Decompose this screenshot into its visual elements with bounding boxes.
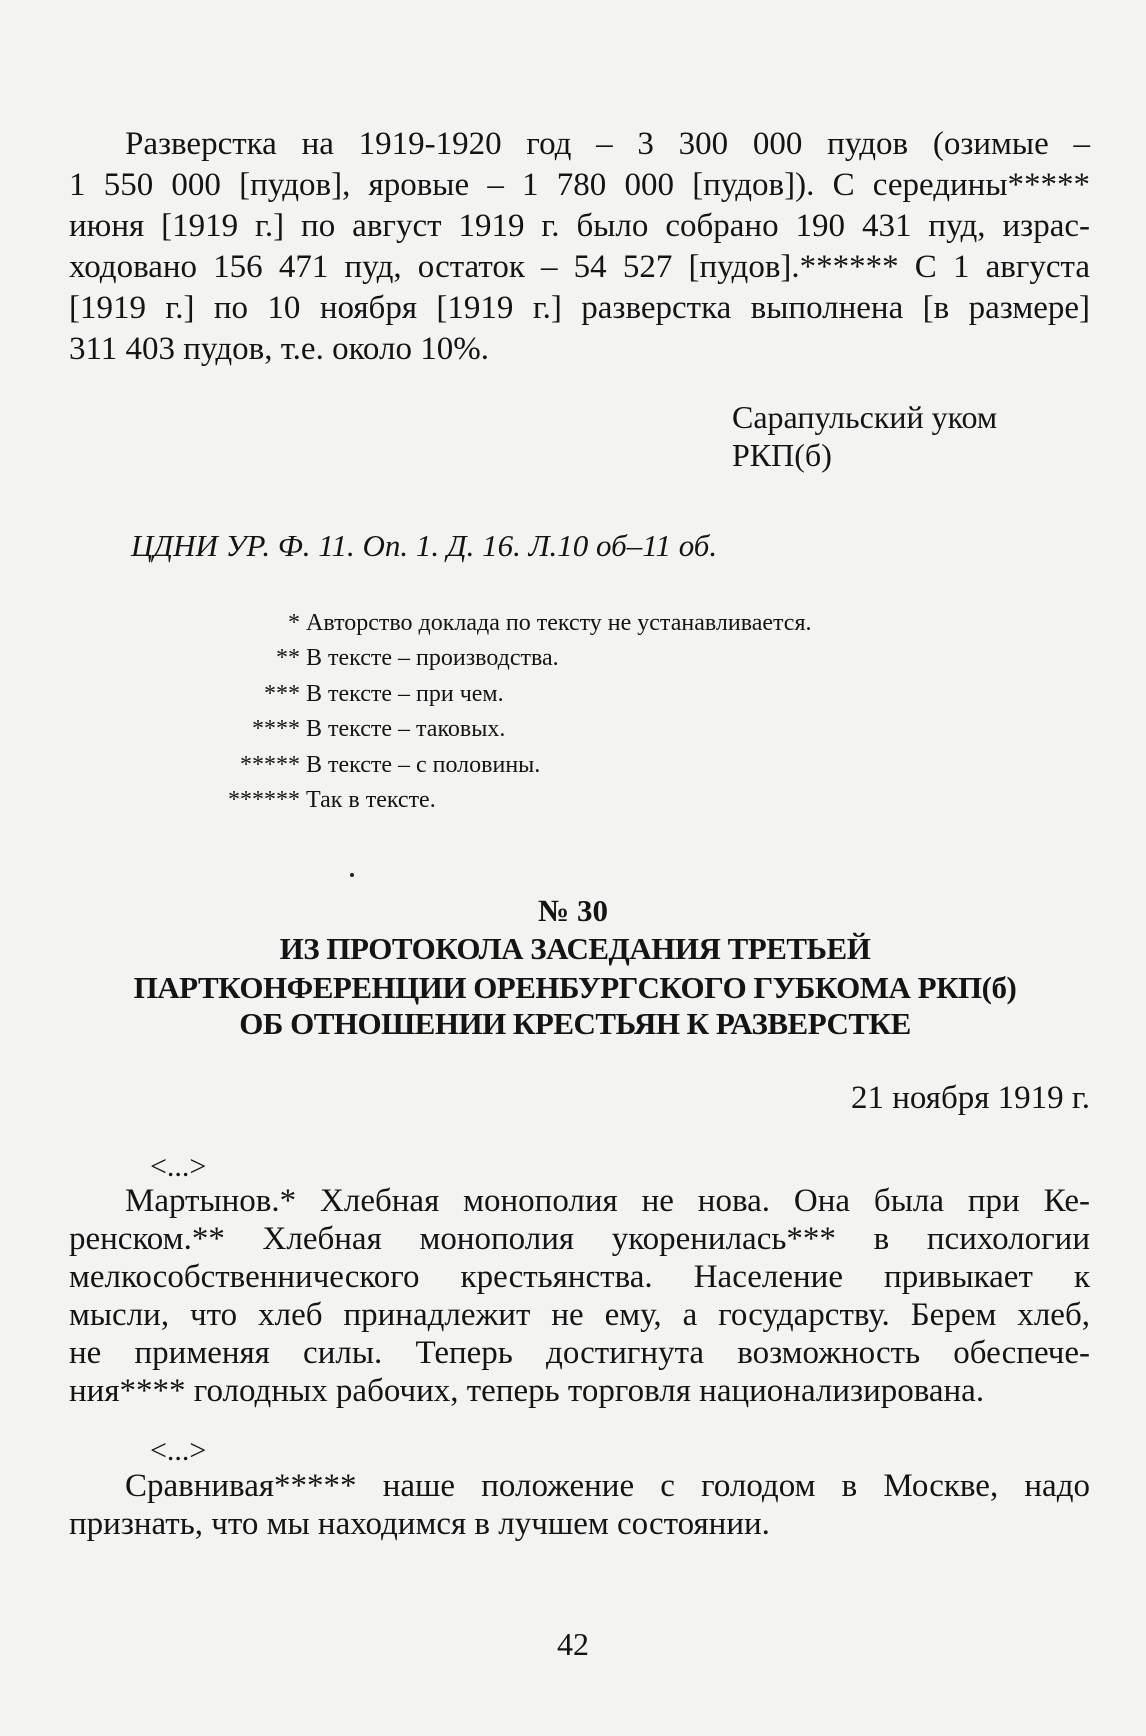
text-line: ренском.** Хлебная монополия укоренилась*** в психологии [69, 1221, 1090, 1257]
page-number: 42 [557, 1626, 589, 1662]
text-line: ходовано 156 471 пуд, остаток – 54 527 [пудов].****** С 1 августа [69, 249, 1090, 285]
signature-line: Сарапульский уком [732, 399, 998, 435]
text-line: ния**** голодных рабочих, теперь торговля национализирована. [69, 1373, 985, 1409]
text-line: 311 403 пудов, т.е. около 10%. [69, 331, 489, 367]
signature-line: РКП(б) [732, 437, 832, 473]
footnote: **** В тексте – таковых. [252, 716, 506, 742]
footnote: ****** Так в тексте. [228, 787, 436, 813]
document-title-line: ИЗ ПРОТОКОЛА ЗАСЕДАНИЯ ТРЕТЬЕЙ [279, 931, 871, 966]
text-line: мелкособственнического крестьянства. Население привыкает к [69, 1259, 1090, 1295]
text-line: мысли, что хлеб принадлежит не ему, а государству. Берем хлеб, [69, 1297, 1090, 1333]
footnote: ***** В тексте – с половины. [240, 752, 541, 778]
text-line: Мартынов.* Хлебная монополия не нова. Она была при Ке- [125, 1183, 1090, 1219]
document-number: № 30 [538, 893, 608, 928]
text-line: июня [1919 г.] по август 1919 г. было собрано 190 431 пуд, израс- [69, 208, 1090, 244]
archive-reference: ЦДНИ УР. Ф. 11. Оп. 1. Д. 16. Л.10 об–11 об. [131, 528, 718, 563]
document-title-line: ОБ ОТНОШЕНИИ КРЕСТЬЯН К РАЗВЕРСТКЕ [239, 1006, 911, 1041]
text-line: [1919 г.] по 10 ноября [1919 г.] разверстка выполнена [в размере] [69, 290, 1090, 326]
omission-mark: <...> [150, 1150, 207, 1183]
text-line: Разверстка на 1919-1920 год – 3 300 000 пудов (озимые – [125, 126, 1090, 162]
text-line: 1 550 000 [пудов], яровые – 1 780 000 [пудов]). С середины***** [69, 167, 1090, 203]
stray-dot [350, 873, 354, 877]
footnote: * Авторство доклада по тексту не устанавливается. [288, 610, 812, 636]
footnote: ** В тексте – производства. [276, 645, 559, 671]
omission-mark: <...> [150, 1434, 207, 1467]
document-date: 21 ноября 1919 г. [851, 1080, 1090, 1116]
text-line: Сравнивая***** наше положение с голодом в Москве, надо [125, 1468, 1090, 1504]
text-line: признать, что мы находимся в лучшем состоянии. [69, 1506, 770, 1542]
document-title-line: ПАРТКОНФЕРЕНЦИИ ОРЕНБУРГСКОГО ГУБКОМА РКП(б) [133, 970, 1017, 1005]
footnote: *** В тексте – при чем. [264, 681, 504, 707]
text-line: не применяя силы. Теперь достигнута возможность обеспече- [69, 1335, 1090, 1371]
